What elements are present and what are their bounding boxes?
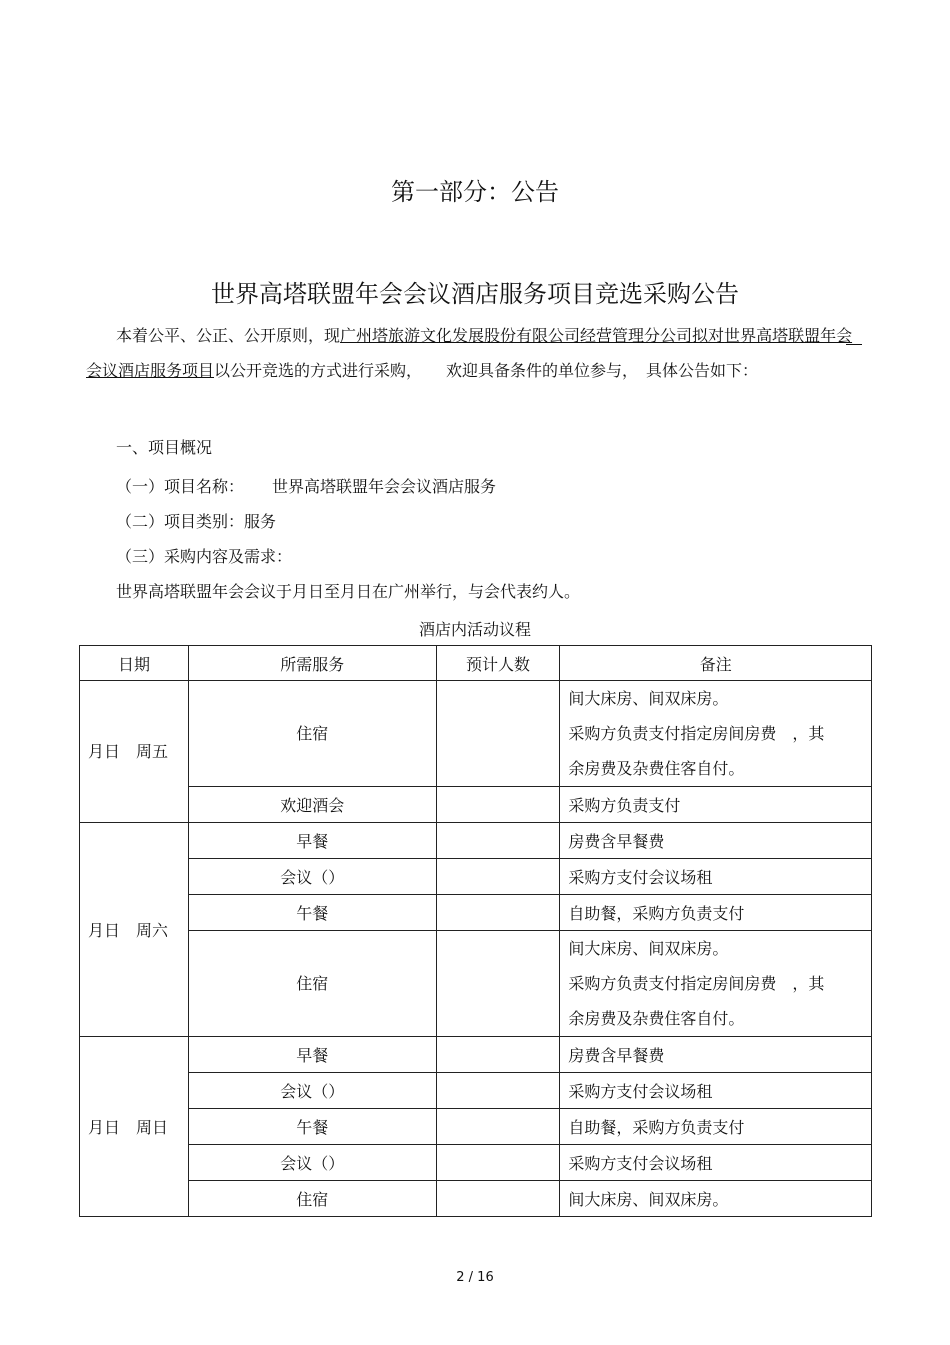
notes-cell: 间大床房、间双床房。 bbox=[560, 1181, 872, 1217]
announcement-title: 世界高塔联盟年会会议酒店服务项目竞选采购公告 bbox=[211, 280, 739, 308]
page-number: 2 / 16 bbox=[456, 1270, 494, 1285]
notes-cell: 采购方支付会议场租 bbox=[560, 1145, 872, 1181]
notes-cell bbox=[560, 931, 872, 1037]
count-cell bbox=[436, 1181, 560, 1217]
section-heading: 一、项目概况 bbox=[116, 438, 213, 457]
service-cell: 早餐 bbox=[188, 823, 436, 859]
project-name-label: （一）项目名称： bbox=[116, 477, 245, 496]
count-cell bbox=[436, 681, 560, 787]
count-cell bbox=[436, 1145, 560, 1181]
note-line: 间大床房、间双床房。 bbox=[568, 689, 729, 708]
notes-cell: 房费含早餐费 bbox=[560, 1037, 872, 1073]
note-line: 余房费及杂费住客自付。 bbox=[568, 1009, 745, 1028]
company-name: 广州塔旅游文化发展股份有限公司经营管理分公司 bbox=[340, 326, 693, 345]
table-row bbox=[80, 1181, 872, 1217]
notes-cell: 房费含早餐费 bbox=[560, 823, 872, 859]
table-row bbox=[80, 681, 872, 787]
notes-cell: 采购方支付会议场租 bbox=[560, 859, 872, 895]
service-cell: 会议（） bbox=[188, 859, 436, 895]
count-cell bbox=[436, 1037, 560, 1073]
note-line: 余房费及杂费住客自付。 bbox=[568, 759, 745, 778]
header-count: 预计人数 bbox=[436, 646, 560, 681]
count-cell bbox=[436, 787, 560, 823]
count-cell bbox=[436, 1073, 560, 1109]
table-caption: 酒店内活动议程 bbox=[418, 620, 531, 639]
table-header-row bbox=[80, 646, 872, 681]
intro-text-2: 拟对 bbox=[692, 326, 725, 345]
project-category-line: （二）项目类别：服务 bbox=[116, 512, 277, 531]
note-line: 采购方负责支付指定房间房费 ，其 bbox=[568, 974, 825, 993]
project-name-2: 界高塔联盟年会会议酒店服务项目 bbox=[86, 326, 853, 380]
note-line: 间大床房、间双床房。 bbox=[568, 939, 729, 958]
project-name-line bbox=[116, 475, 496, 499]
service-cell: 住宿 bbox=[188, 1181, 436, 1217]
date-cell: 月日 周六 bbox=[80, 823, 189, 1037]
intro-paragraph bbox=[86, 318, 866, 388]
table-row bbox=[80, 859, 872, 895]
meeting-description: 世界高塔联盟年会会议于月日至月日在广州举行，与会代表约人。 bbox=[116, 582, 581, 601]
header-date: 日期 bbox=[80, 646, 189, 681]
header-notes: 备注 bbox=[560, 646, 872, 681]
notes-cell: 采购方支付会议场租 bbox=[560, 1073, 872, 1109]
notes-cell: 采购方负责支付 bbox=[560, 787, 872, 823]
part-title: 第一部分：公告 bbox=[391, 178, 559, 206]
service-cell: 住宿 bbox=[188, 931, 436, 1037]
table-row bbox=[80, 787, 872, 823]
table-row bbox=[80, 1145, 872, 1181]
header-service: 所需服务 bbox=[188, 646, 436, 681]
service-cell: 住宿 bbox=[188, 681, 436, 787]
service-cell: 会议（） bbox=[188, 1145, 436, 1181]
service-cell: 欢迎酒会 bbox=[188, 787, 436, 823]
notes-cell bbox=[560, 681, 872, 787]
table-row bbox=[80, 1037, 872, 1073]
schedule-table bbox=[79, 645, 872, 1217]
intro-text-3: 以公开竞选的方式进行采购， 欢迎具备条件的单位参与， 具体公告如下： bbox=[214, 361, 759, 380]
service-cell: 午餐 bbox=[188, 1109, 436, 1145]
notes-cell: 自助餐，采购方负责支付 bbox=[560, 895, 872, 931]
table-row bbox=[80, 1073, 872, 1109]
intro-text-1: 本着公平、公正、公开原则，现 bbox=[116, 326, 341, 345]
date-cell: 月日 周五 bbox=[80, 681, 189, 823]
count-cell bbox=[436, 859, 560, 895]
notes-cell: 自助餐，采购方负责支付 bbox=[560, 1109, 872, 1145]
count-cell bbox=[436, 1109, 560, 1145]
count-cell bbox=[436, 895, 560, 931]
procurement-needs-line: （三）采购内容及需求： bbox=[116, 547, 293, 566]
service-cell: 午餐 bbox=[188, 895, 436, 931]
date-cell: 月日 周日 bbox=[80, 1037, 189, 1217]
table-row bbox=[80, 823, 872, 859]
service-cell: 会议（） bbox=[188, 1073, 436, 1109]
table-row bbox=[80, 895, 872, 931]
project-name-value: 世界高塔联盟年会会议酒店服务 bbox=[272, 477, 497, 496]
note-line: 采购方负责支付指定房间房费 ，其 bbox=[568, 724, 825, 743]
count-cell bbox=[436, 823, 560, 859]
project-name-1: 世 bbox=[724, 326, 741, 345]
service-cell: 早餐 bbox=[188, 1037, 436, 1073]
count-cell bbox=[436, 931, 560, 1037]
table-row bbox=[80, 931, 872, 1037]
table-row bbox=[80, 1109, 872, 1145]
